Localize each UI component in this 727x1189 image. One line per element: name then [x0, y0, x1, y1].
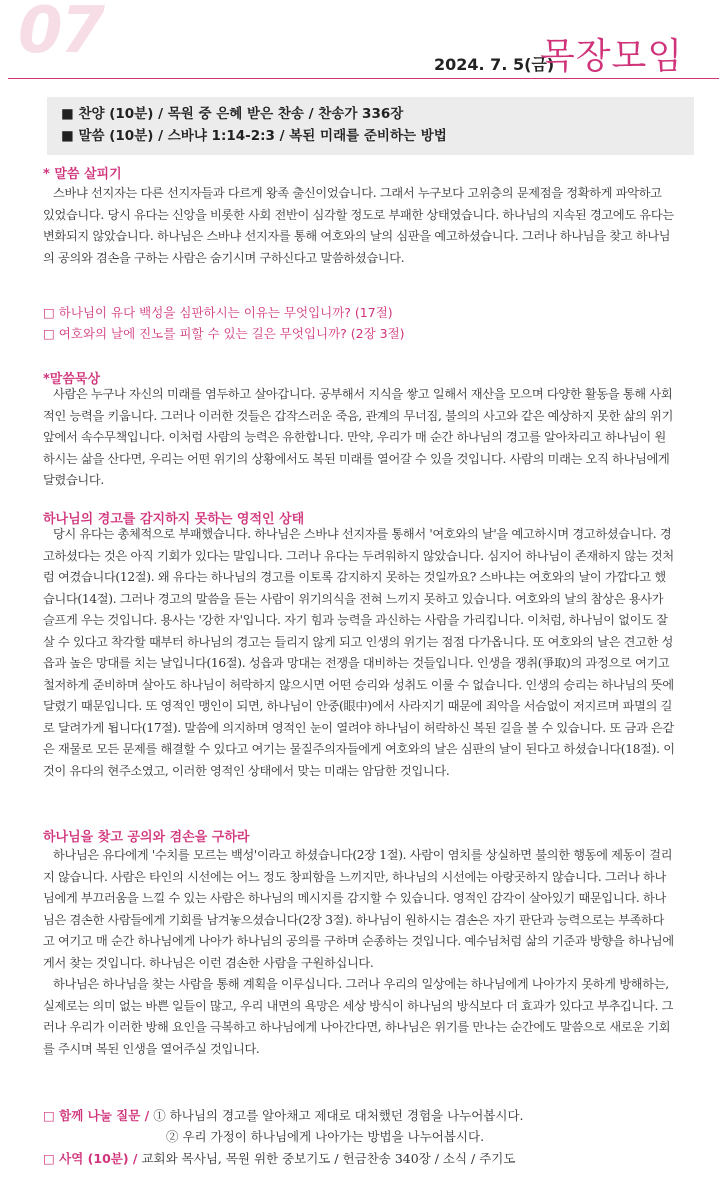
ministry-label: □ 사역 (10분) /: [43, 1151, 138, 1166]
share-question-2-line: [166, 1127, 484, 1145]
question-2: □ 여호와의 날에 진노를 피할 수 있는 길은 무엇입니까? (2장 3절): [43, 326, 405, 341]
section-heading-spiritual-state: 하나님의 경고를 감지하지 못하는 영적인 상태: [43, 512, 305, 527]
ministry-line: [43, 1149, 515, 1167]
agenda-box: [47, 97, 694, 155]
share-questions: [43, 1106, 524, 1124]
agenda-word: ■ 말씀 (10분) / 스바냐 1:14-2:3 / 복된 미래를 준비하는 방법: [61, 128, 447, 144]
share-label: □ 함께 나눌 질문 /: [43, 1108, 150, 1123]
section-body-observe: [43, 183, 675, 269]
section-heading-observe: * 말씀 살피기: [43, 167, 122, 182]
title-divider: [8, 78, 719, 79]
share-question-1: ① 하나님의 경고를 알아채고 제대로 대처했던 경험을 나누어봅시다.: [153, 1108, 524, 1123]
section-body-seek-god: [43, 845, 675, 1060]
question-1: □ 하나님이 유다 백성을 심판하시는 이유는 무엇입니까? (17절): [43, 305, 393, 320]
section-body-meditate: [43, 384, 675, 492]
seek-god-paragraph-1: 하나님은 유다에게 '수치를 모르는 백성'이라고 하셨습니다(2장 1절). 사람이 염치를 상실하면 불의한 행동에 제동이 걸리지 않습니다. 사람은 타인의 시선에는 어느 정도 창피함을 느끼지만, 하나님의 시선에는 아랑곳하지 않습니다. 그러나 하나님에게 부끄러움을 느낄 수 있는 사람은 하나님의 메시지를 감지할 수 있습니다. 영적인 감각이 살아있기 때문입니다. 하나님은 겸손한 사람들에게 기회를 남겨놓으셨습니다(2장 3절). 하나님이 원하시는 겸손은 자기 판단과 능력으로는 부족하다고 여기고 매 순간 하나님에게 나아가 하나님의 공의를 구하며 순종하는 것입니다. 예수님처럼 삶의 기준과 방향을 하나님에게서 찾는 것입니다. 하나님은 이런 겸손한 사람을 구원하십니다.: [43, 848, 674, 970]
agenda-praise: ■ 찬양 (10분) / 목원 중 은혜 받은 찬송 / 찬송가 336장: [61, 106, 404, 122]
ministry-text: 교회와 목사님, 목원 위한 중보기도 / 헌금찬송 340장 / 소식 / 주기도: [141, 1151, 516, 1166]
meditate-paragraph: 사람은 누구나 자신의 미래를 염두하고 살아갑니다. 공부해서 지식을 쌓고 일해서 재산을 모으며 다양한 활동을 통해 사회적인 능력을 키웁니다. 그러나 이러한 것들은 갑작스러운 죽음, 관계의 무너짐, 불의의 사고와 같은 예상하지 못한 삶의 위기 앞에서 속수무책입니다. 이처럼 사람의 능력은 유한합니다. 만약, 우리가 매 순간 하나님의 경고를 알아차리고 하나님이 원하시는 삶을 산다면, 우리는 어떤 위기의 상황에서도 복된 미래를 열어갈 수 있을 것입니다. 사람의 미래는 오직 하나님에게 달렸습니다.: [43, 387, 674, 487]
section-heading-seek-god: 하나님을 찾고 공의와 겸손을 구하라: [43, 830, 250, 845]
section-body-spiritual-state: [43, 524, 675, 782]
spiritual-state-paragraph: 당시 유다는 총체적으로 부패했습니다. 하나님은 스바냐 선지자를 통해서 '여호와의 날'을 예고하시며 경고하셨습니다. 경고하셨다는 것은 아직 기회가 있다는 말입니다. 그러나 유다는 두려워하지 않았습니다. 심지어 하나님이 존재하지 않는 것처럼 여겼습니다(12절). 왜 유다는 하나님의 경고를 이토록 감지하지 못하는 것일까요? 스바냐는 여호와의 날이 가깝다고 했습니다(14절). 그러나 경고의 말씀을 듣는 사람이 위기의식을 전혀 느끼지 못하고 있습니다. 여호와의 날의 참상은 용사가 슬프게 우는 것입니다. 용사는 '강한 자'입니다. 자기 힘과 능력을 과신하는 사람을 가리킵니다. 이처럼, 하나님이 없이도 잘 살 수 있다고 착각할 때부터 하나님의 경고는 들리지 않게 되고 인생의 위기는 점점 다가옵니다. 또 여호와의 날은 견고한 성읍과 높은 망대를 치는 날입니다(16절). 성읍과 망대는 전쟁을 대비하는 것들입니다. 인생을 쟁취(爭取)의 과정으로 여기고 철저하게 준비하며 살아도 하나님이 허락하지 않으시면 어떤 승리와 성취도 이룰 수 없습니다. 인생의 승리는 하나님의 뜻에 달렸기 때문입니다. 또 영적인 맹인이 되면, 하나님이 안중(眼中)에서 사라지기 때문에 죄악을 서슴없이 저지르며 파멸의 길로 달려가게 됩니다(17절). 말씀에 의지하며 영적인 눈이 열려야 하나님이 허락하신 복된 길을 볼 수 있습니다. 또 금과 은같은 재물로 모든 문제를 해결할 수 있다고 여기는 물질주의자들에게 여호와의 날은 심판의 날이 된다고 하셨습니다(18절). 이것이 유다의 현주소였고, 이러한 영적인 상태에서 맞는 미래는 암담한 것입니다.: [43, 527, 675, 778]
section-heading-meditate: *말씀묵상: [43, 372, 101, 387]
page-number: 07: [18, 0, 104, 68]
meeting-date: 2024. 7. 5(금): [434, 55, 555, 74]
share-question-2: ② 우리 가정이 하나님에게 나아가는 방법을 나누어봅시다.: [166, 1129, 485, 1144]
seek-god-paragraph-2: 하나님은 하나님을 찾는 사람을 통해 계획을 이루십니다. 그러나 우리의 일상에는 하나님에게 나아가지 못하게 방해하는, 실제로는 의미 없는 바쁜 일들이 많고, 우리 내면의 욕망은 세상 방식이 하나님의 방식보다 더 효과가 있다고 부추깁니다. 그러나 우리가 이러한 방해 요인을 극복하고 하나님에게 나아간다면, 하나님은 위기를 만나는 순간에도 말씀으로 새로운 기회를 주시며 복된 인생을 열어주실 것입니다.: [43, 977, 674, 1056]
page-title: 목장모임: [540, 36, 684, 77]
observe-paragraph: 스바냐 선지자는 다른 선지자들과 다르게 왕족 출신이었습니다. 그래서 누구보다 고위층의 문제점을 정확하게 파악하고 있었습니다. 당시 유다는 신앙을 비롯한 사회 전반이 심각할 정도로 부패한 상태였습니다. 하나님의 지속된 경고에도 유다는 변화되지 않았습니다. 하나님은 스바냐 선지자를 통해 여호와의 날의 심판을 예고하셨습니다. 그러나 하나님을 찾고 하나님의 공의와 겸손을 구하는 사람은 숨기시며 구하신다고 말씀하셨습니다.: [43, 186, 674, 265]
